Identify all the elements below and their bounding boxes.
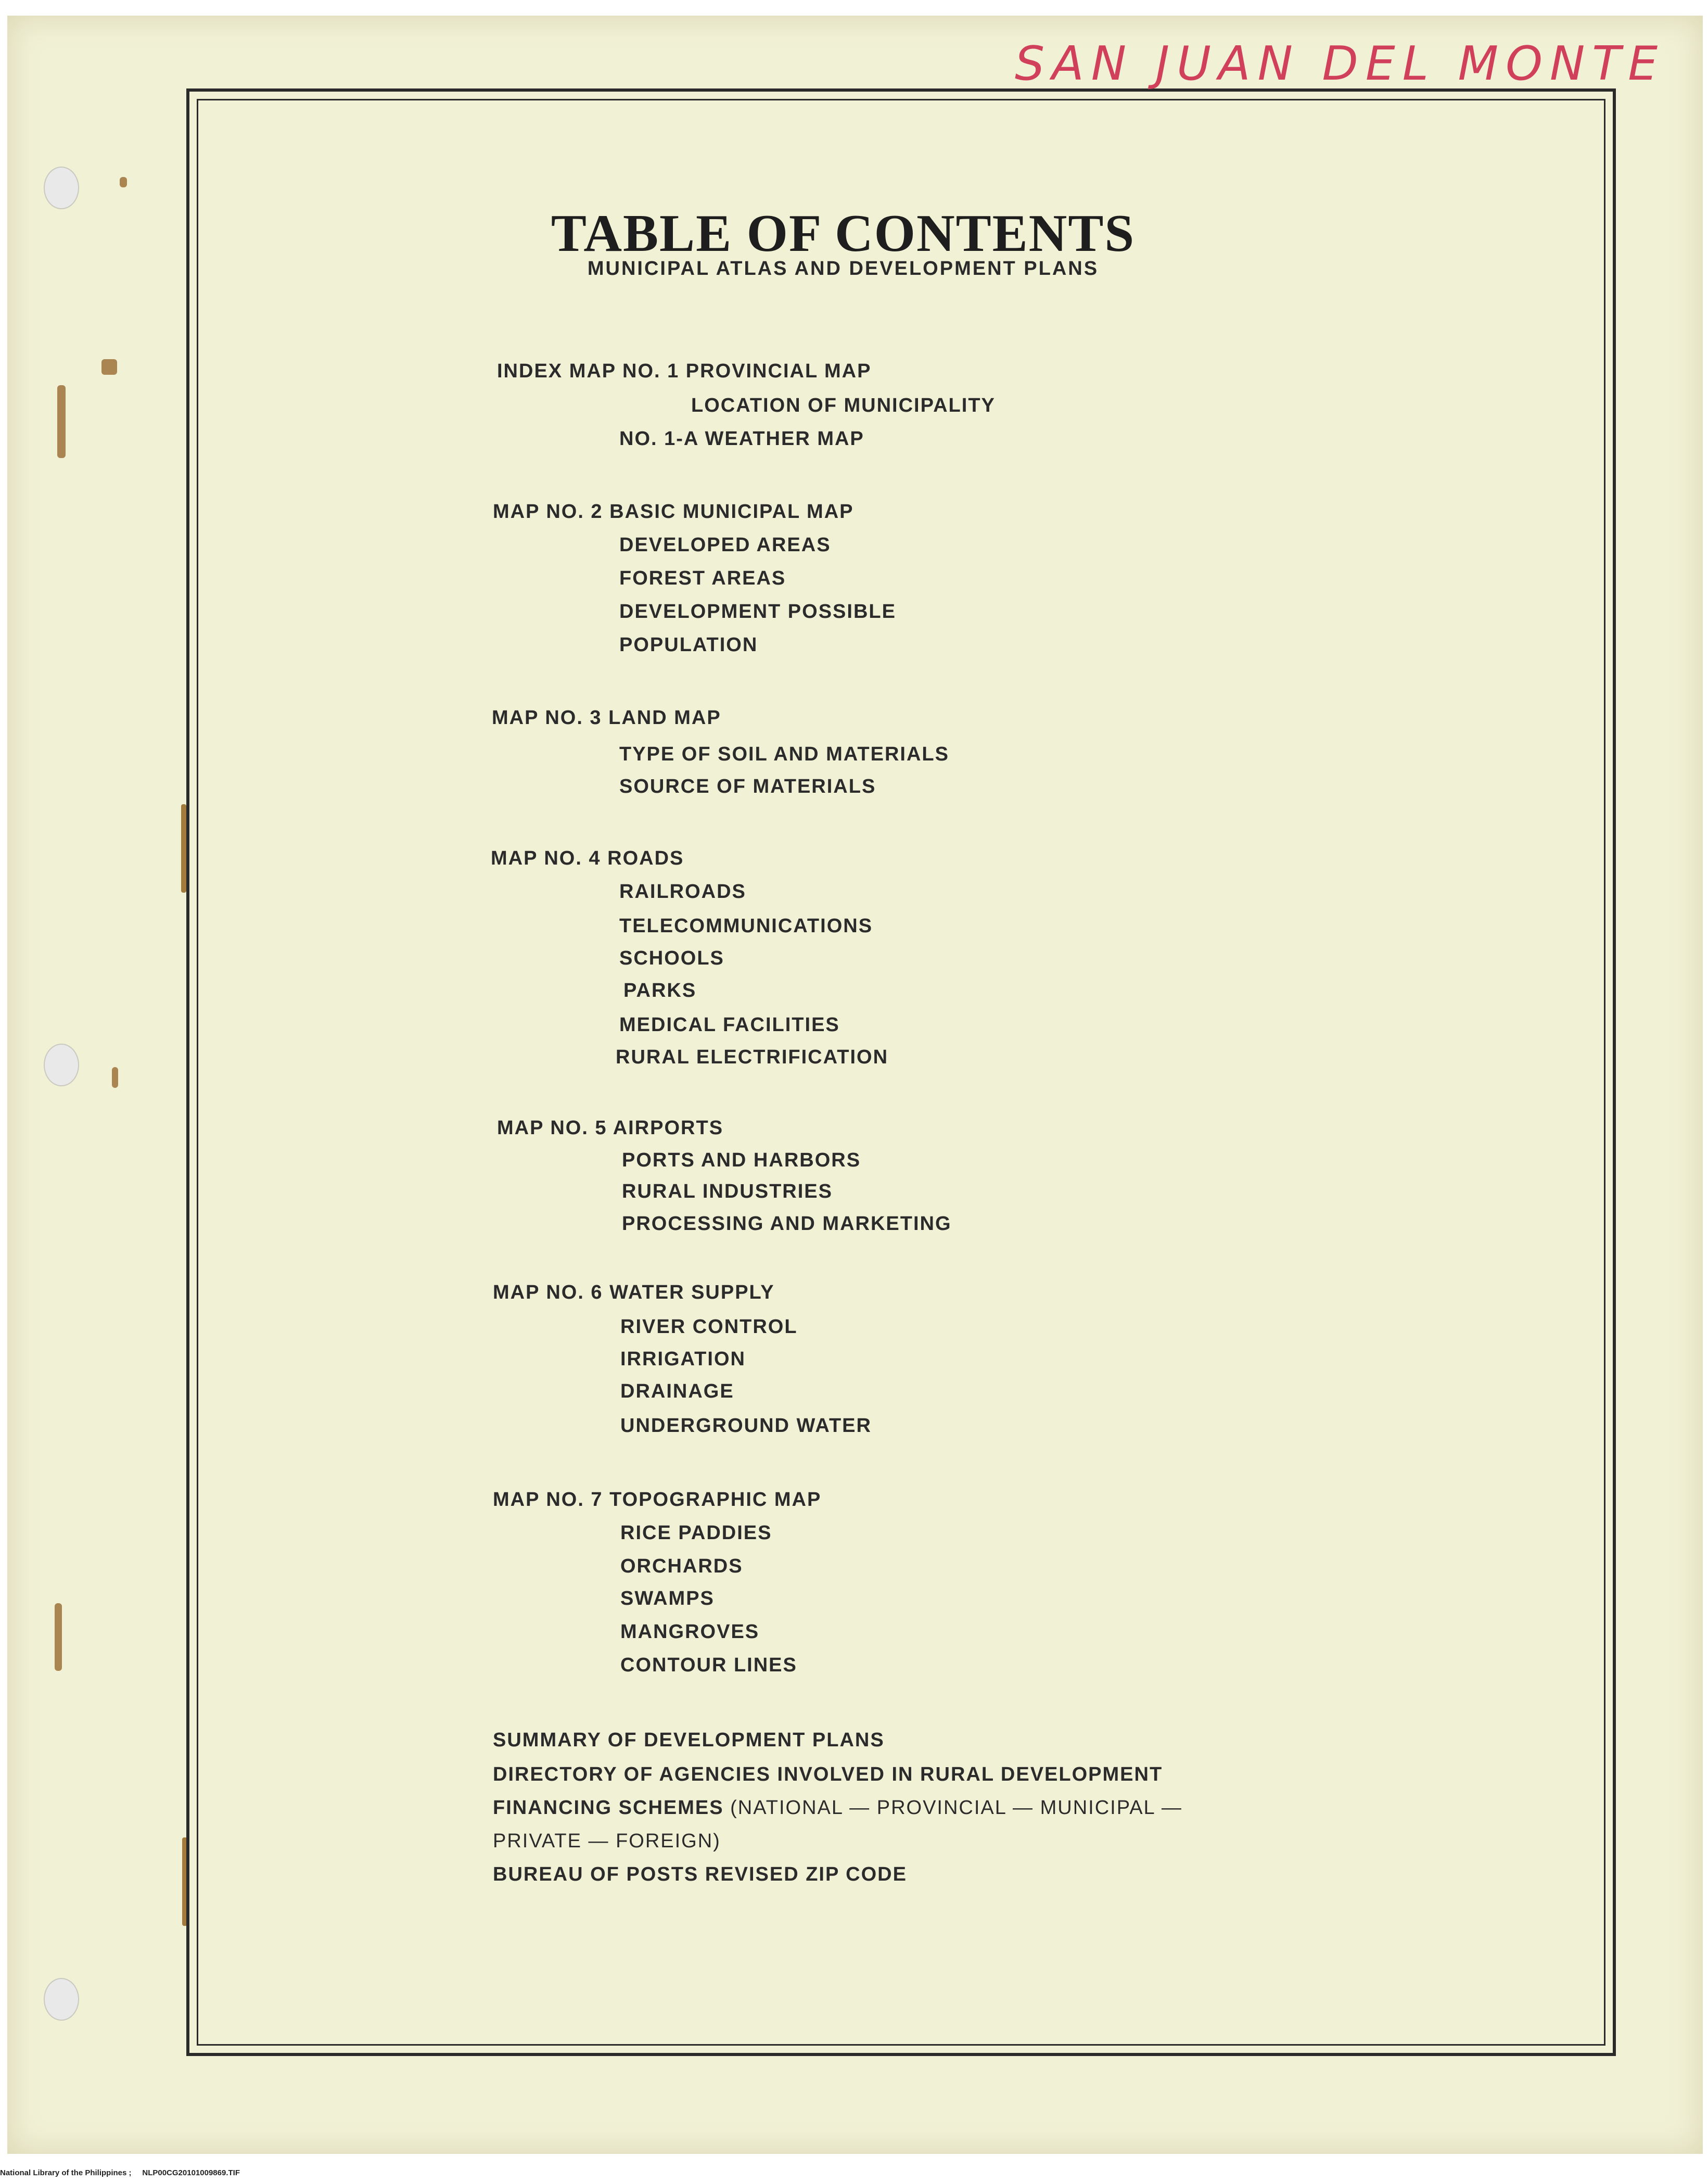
toc-directory-of-agencies: DIRECTORY OF AGENCIES INVOLVED IN RURAL DEVELOPMENT [493, 1764, 1163, 1785]
toc-schools: SCHOOLS [619, 947, 724, 969]
toc-map-7: MAP NO. 7 TOPOGRAPHIC MAP [493, 1489, 822, 1511]
toc-irrigation: IRRIGATION [620, 1348, 746, 1370]
toc-rice-paddies: RICE PADDIES [620, 1522, 772, 1544]
financing-schemes-label: FINANCING SCHEMES [493, 1797, 724, 1819]
toc-rural-industries: RURAL INDUSTRIES [622, 1181, 833, 1202]
toc-contour-lines: CONTOUR LINES [620, 1654, 797, 1676]
footer-filename: NLP00CG20101009869.TIF [142, 2168, 240, 2177]
toc-weather-map: NO. 1-A WEATHER MAP [619, 428, 864, 450]
toc-swamps: SWAMPS [620, 1588, 715, 1609]
footer-source: National Library of the Philippines ; [0, 2168, 132, 2177]
toc-population: POPULATION [619, 634, 758, 656]
toc-map-4: MAP NO. 4 ROADS [491, 847, 684, 869]
toc-index-map-1: INDEX MAP NO. 1 PROVINCIAL MAP [497, 360, 872, 382]
toc-processing-and-marketing: PROCESSING AND MARKETING [622, 1213, 952, 1235]
toc-orchards: ORCHARDS [620, 1555, 743, 1577]
toc-rural-electrification: RURAL ELECTRIFICATION [616, 1046, 889, 1068]
toc-map-2: MAP NO. 2 BASIC MUNICIPAL MAP [493, 501, 854, 523]
binder-hole-top [44, 167, 79, 209]
toc-railroads: RAILROADS [619, 881, 746, 903]
toc-bureau-of-posts-zip-code: BUREAU OF POSTS REVISED ZIP CODE [493, 1863, 907, 1885]
rust-spot [101, 359, 117, 375]
toc-medical-facilities: MEDICAL FACILITIES [619, 1014, 840, 1036]
financing-schemes-sources: (NATIONAL — PROVINCIAL — MUNICIPAL — [730, 1797, 1182, 1819]
rust-spot [55, 1603, 62, 1671]
toc-mangroves: MANGROVES [620, 1621, 760, 1643]
financing-schemes-sources-continued: PRIVATE — FOREIGN) [493, 1830, 721, 1852]
toc-ports-and-harbors: PORTS AND HARBORS [622, 1149, 861, 1171]
toc-type-of-soil: TYPE OF SOIL AND MATERIALS [619, 743, 949, 765]
page-border-inner [197, 99, 1605, 2046]
toc-financing-schemes-continued [493, 1830, 721, 1853]
staple [181, 804, 186, 893]
toc-river-control: RIVER CONTROL [620, 1316, 798, 1338]
toc-map-5: MAP NO. 5 AIRPORTS [497, 1117, 724, 1139]
toc-summary-of-development-plans: SUMMARY OF DEVELOPMENT PLANS [493, 1729, 885, 1751]
toc-forest-areas: FOREST AREAS [619, 567, 786, 589]
scan-footer [0, 2168, 240, 2177]
toc-source-of-materials: SOURCE OF MATERIALS [619, 776, 876, 797]
page-title: TABLE OF CONTENTS [551, 204, 1136, 263]
handwritten-municipality-note: SAN JUAN DEL MONTE [1015, 36, 1665, 91]
toc-map-3: MAP NO. 3 LAND MAP [492, 707, 721, 729]
toc-financing-schemes [493, 1797, 1182, 1819]
toc-telecommunications: TELECOMMUNICATIONS [619, 915, 873, 937]
toc-location-of-municipality: LOCATION OF MUNICIPALITY [691, 395, 996, 416]
toc-development-possible: DEVELOPMENT POSSIBLE [619, 601, 896, 623]
binder-hole-bottom [44, 1978, 79, 2021]
toc-developed-areas: DEVELOPED AREAS [619, 534, 831, 556]
toc-drainage: DRAINAGE [620, 1380, 734, 1402]
page-subtitle: MUNICIPAL ATLAS AND DEVELOPMENT PLANS [587, 258, 1099, 280]
rust-spot [57, 385, 66, 458]
rust-spot [112, 1067, 118, 1088]
rust-spot [120, 177, 127, 187]
toc-underground-water: UNDERGROUND WATER [620, 1415, 872, 1437]
toc-map-6: MAP NO. 6 WATER SUPPLY [493, 1282, 775, 1303]
toc-parks: PARKS [623, 980, 697, 1001]
binder-hole-middle [44, 1044, 79, 1086]
